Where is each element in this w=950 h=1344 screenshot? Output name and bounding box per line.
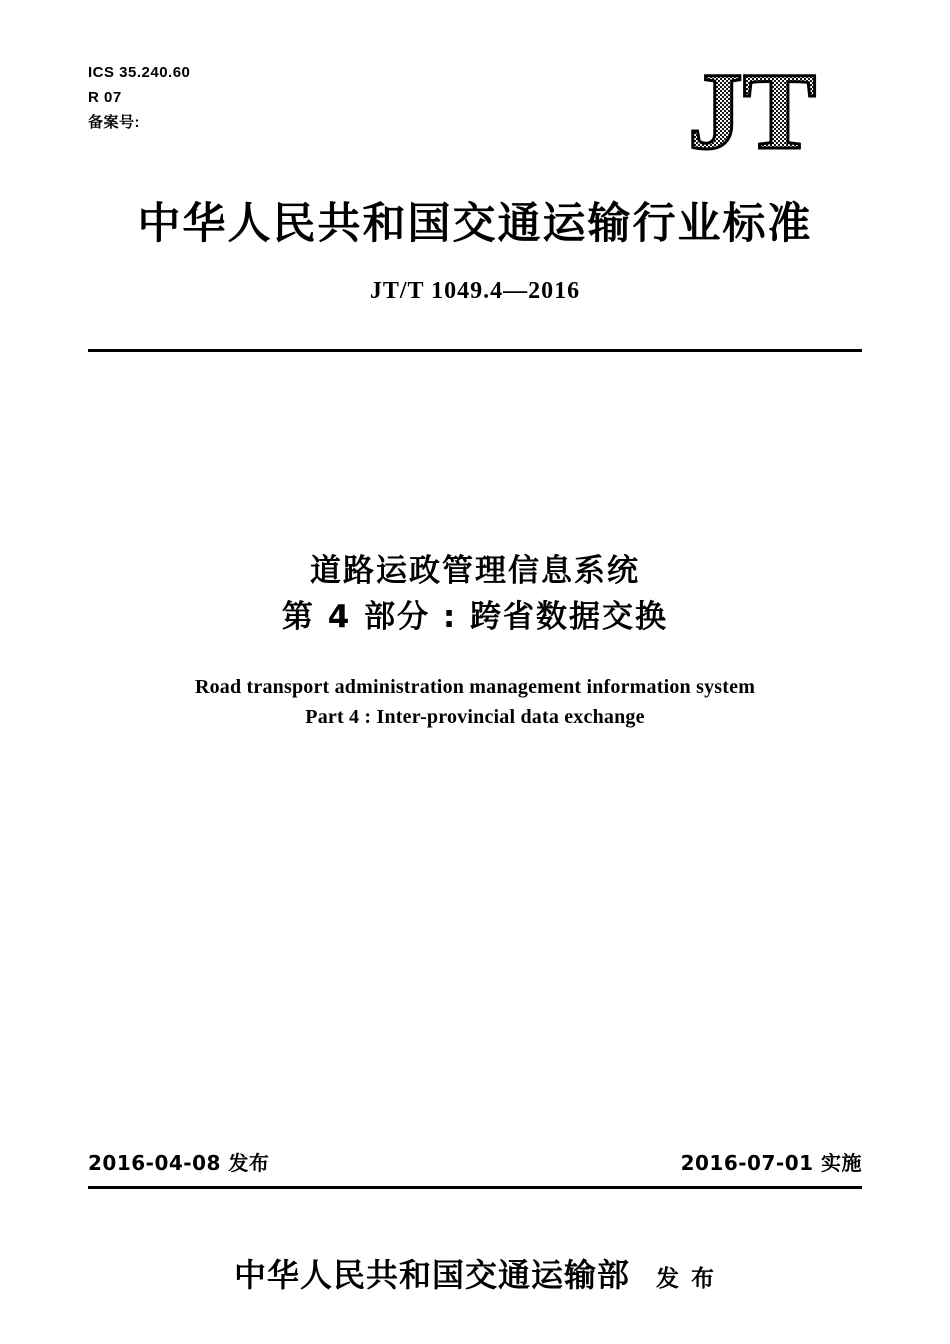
issue-date: 2016-04-08 发布 bbox=[88, 1151, 270, 1175]
document-title-line2: 第 4 部分 : 跨省数据交换 bbox=[281, 599, 669, 635]
svg-text:JT: JT bbox=[687, 52, 817, 162]
record-number: 备案号: bbox=[88, 114, 140, 131]
document-title bbox=[0, 548, 950, 640]
document-title-en-line1: Road transport administration management information system bbox=[194, 676, 756, 698]
document-title-english bbox=[0, 672, 950, 732]
classification-code: R 07 bbox=[88, 89, 122, 106]
standard-series-title: 中华人民共和国交通运输行业标准 bbox=[137, 199, 813, 249]
publisher-action: 发 布 bbox=[656, 1266, 717, 1292]
ics-code: ICS 35.240.60 bbox=[88, 64, 191, 81]
document-title-en-line2: Part 4 : Inter-provincial data exchange bbox=[305, 706, 645, 728]
divider-bottom bbox=[88, 1186, 862, 1189]
jt-logo bbox=[642, 52, 862, 162]
header-codes bbox=[88, 60, 190, 135]
publisher-block bbox=[0, 1250, 950, 1296]
document-title-line1: 道路运政管理信息系统 bbox=[310, 553, 640, 589]
publisher-name: 中华人民共和国交通运输部 bbox=[233, 1256, 630, 1294]
divider-top bbox=[88, 349, 862, 352]
implementation-date: 2016-07-01 实施 bbox=[680, 1151, 862, 1175]
standard-number: JT/T 1049.4—2016 bbox=[369, 278, 581, 304]
